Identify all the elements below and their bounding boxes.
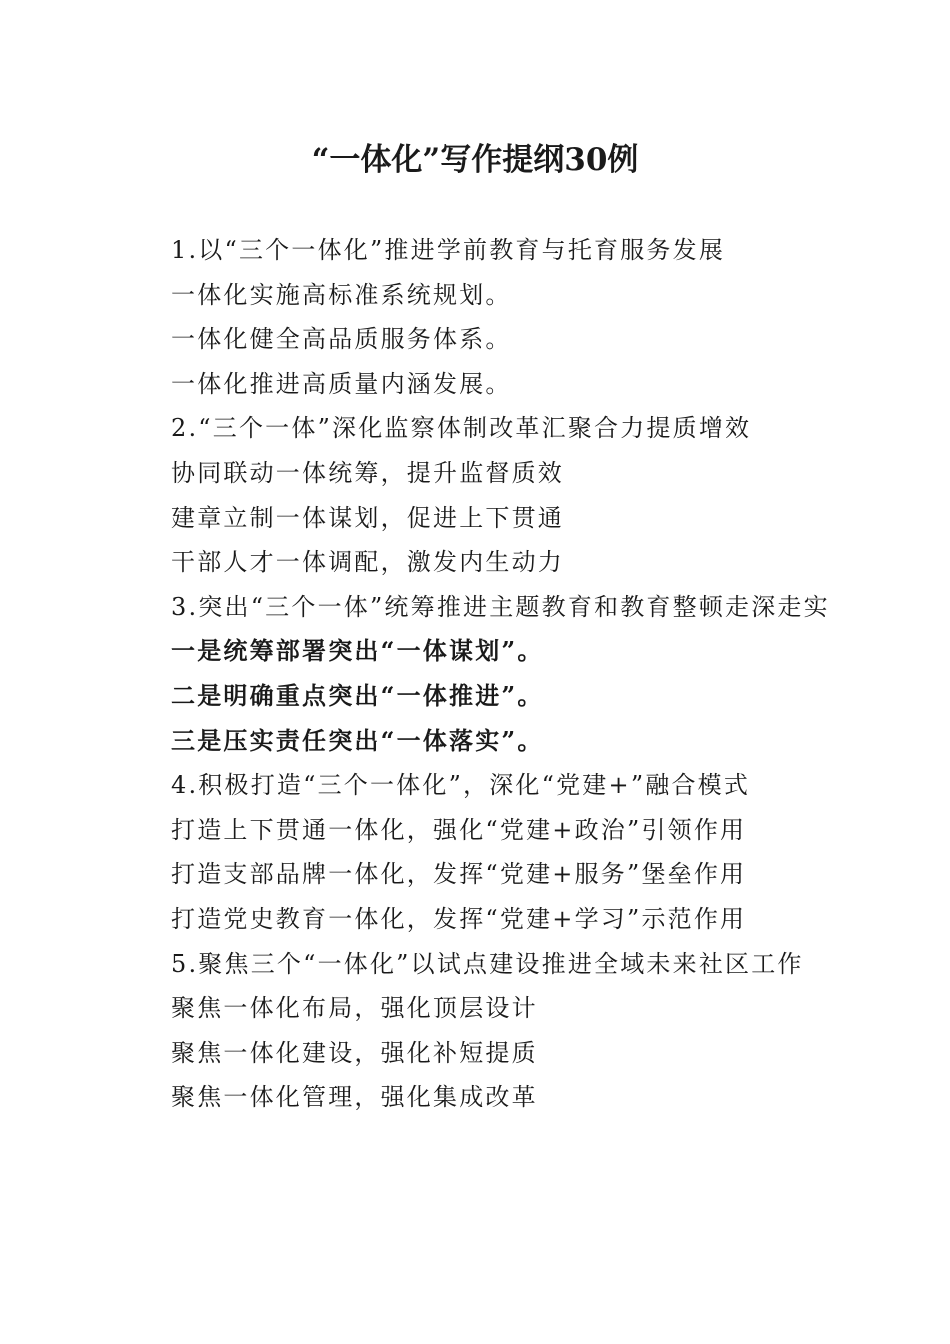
section-point: 协同联动一体统筹，提升监督质效 [171,458,564,487]
section-point: 一是统筹部署突出“一体谋划”。 [171,636,544,666]
section-heading: 1.以“三个一体化”推进学前教育与托育服务发展 [171,236,726,264]
outline-content [119,228,831,1120]
section-heading: 2.“三个一体”深化监察体制改革汇聚合力提质增效 [171,414,752,443]
page-title: “一体化”写作提纲30例 [311,142,639,178]
section-point: 干部人才一体调配，激发内生动力 [171,548,564,577]
section-point: 二是明确重点突出“一体推进”。 [171,680,544,710]
section-point: 打造党史教育一体化，发挥“党建+学习”示范作用 [171,904,747,933]
section-point: 打造上下贯通一体化，强化“党建+政治”引领作用 [171,815,747,844]
section-point: 建章立制一体谋划，促进上下贯通 [171,503,564,532]
section-point: 三是压实责任突出“一体落实”。 [171,725,544,755]
section-point: 聚焦一体化管理，强化集成改革 [171,1083,538,1112]
section-heading: 3.突出“三个一体”统筹推进主题教育和教育整顿走深走实 [171,592,830,621]
section-point: 聚焦一体化布局，强化顶层设计 [171,994,538,1023]
section-point: 聚焦一体化建设，强化补短提质 [171,1038,538,1067]
section-point: 一体化健全高品质服务体系。 [171,325,512,354]
section-point: 一体化实施高标准系统规划。 [171,280,512,309]
section-heading: 4.积极打造“三个一体化”，深化“党建+”融合模式 [171,771,751,800]
section-point: 打造支部品牌一体化，发挥“党建+服务”堡垒作用 [171,860,747,889]
section-heading: 5.聚焦三个“一体化”以试点建设推进全域未来社区工作 [171,949,804,978]
section-point: 一体化推进高质量内涵发展。 [171,369,512,398]
